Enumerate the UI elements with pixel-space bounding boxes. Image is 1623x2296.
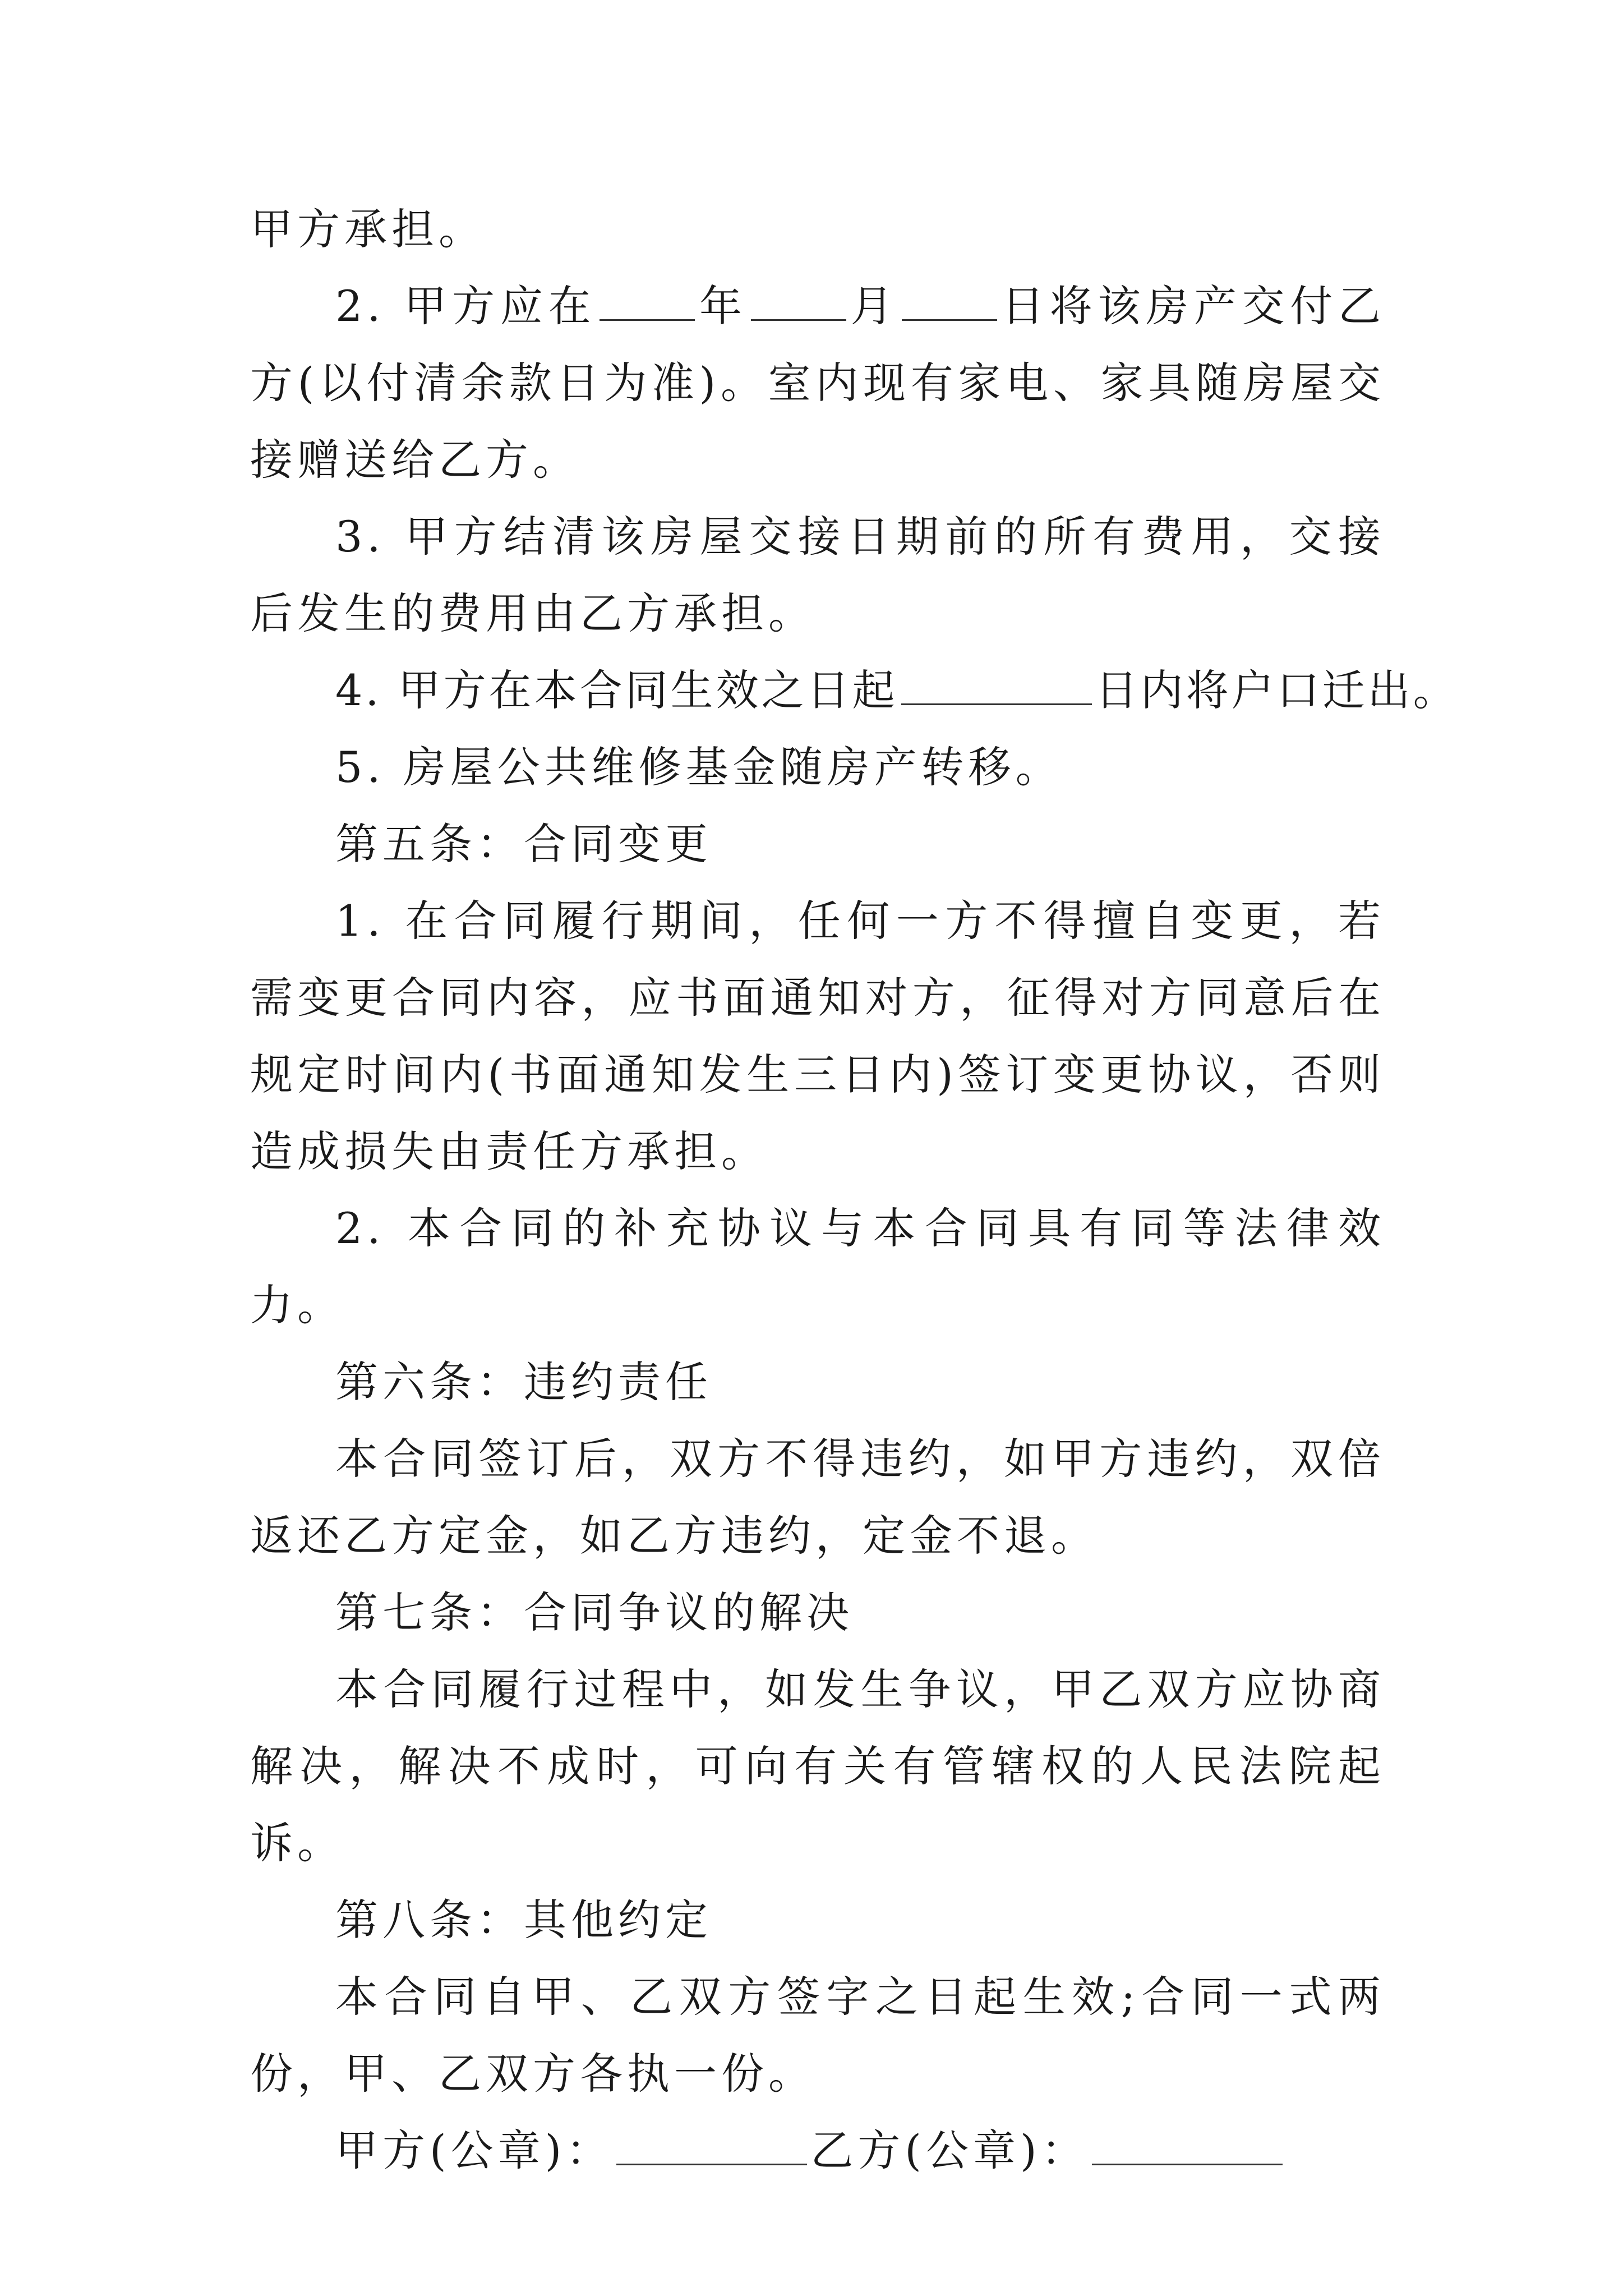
paragraph-continuation: 甲方承担。: [250, 204, 486, 254]
year-label: 年: [698, 281, 748, 331]
registration-prefix: 4. 甲方在本合同生效之日起: [335, 665, 898, 715]
month-blank: [751, 282, 846, 321]
registration-suffix: 日内将户口迁出。: [1095, 665, 1459, 715]
party-a-seal-label: 甲方(公章)：: [335, 2125, 614, 2175]
heading-article-6: 第六条：违约责任: [335, 1357, 712, 1407]
month-label: 月: [849, 281, 899, 331]
paragraph-dispute-resolution: 本合同履行过程中，如发生争议，甲乙双方应协商解决，解决不成时，可向有关有管辖权的人民法院起诉。: [250, 1664, 1385, 1868]
paragraph-maintenance-fund: 5. 房屋公共维修基金随房产转移。: [335, 742, 1063, 792]
paragraph-fees: 3. 甲方结清该房屋交接日期前的所有费用，交接后发生的费用由乙方承担。: [250, 512, 1385, 638]
paragraph-supplementary-agreement: 2. 本合同的补充协议与本合同具有同等法律效力。: [250, 1203, 1385, 1330]
days-blank: [901, 666, 1092, 705]
party-a-seal-blank: [616, 2127, 807, 2165]
paragraph-effectiveness: 本合同自甲、乙双方签字之日起生效;合同一式两份，甲、乙双方各执一份。: [250, 1972, 1385, 2099]
paragraph-handover-date: [250, 268, 1385, 498]
paragraph-contract-change: 1. 在合同履行期间，任何一方不得擅自变更，若需变更合同内容，应书面通知对方，征得对方同意后在规定时间内(书面通知发生三日内)签订变更协议，否则造成损失由责任方承担。: [250, 896, 1385, 1176]
heading-article-7: 第七条：合同争议的解决: [335, 1588, 854, 1637]
party-b-seal-blank: [1092, 2127, 1283, 2165]
heading-article-8: 第八条：其他约定: [335, 1895, 712, 1945]
contract-body: [250, 191, 1459, 2189]
heading-article-5: 第五条：合同变更: [335, 819, 712, 869]
paragraph-household-registration: [250, 652, 1459, 729]
handover-date-suffix: 日将该房产交付乙方(以付清余款日为准)。室内现有家电、家具随房屋交接赠送给乙方。: [250, 281, 1386, 485]
paragraph-breach-liability: 本合同签订后，双方不得违约，如甲方违约，双倍返还乙方定金，如乙方违约，定金不退。: [250, 1434, 1385, 1561]
year-blank: [600, 282, 695, 321]
signature-line: [250, 2112, 1385, 2189]
handover-date-prefix: 2. 甲方应在: [335, 281, 597, 331]
party-b-seal-label: 乙方(公章)：: [810, 2125, 1089, 2175]
day-blank: [902, 282, 997, 321]
